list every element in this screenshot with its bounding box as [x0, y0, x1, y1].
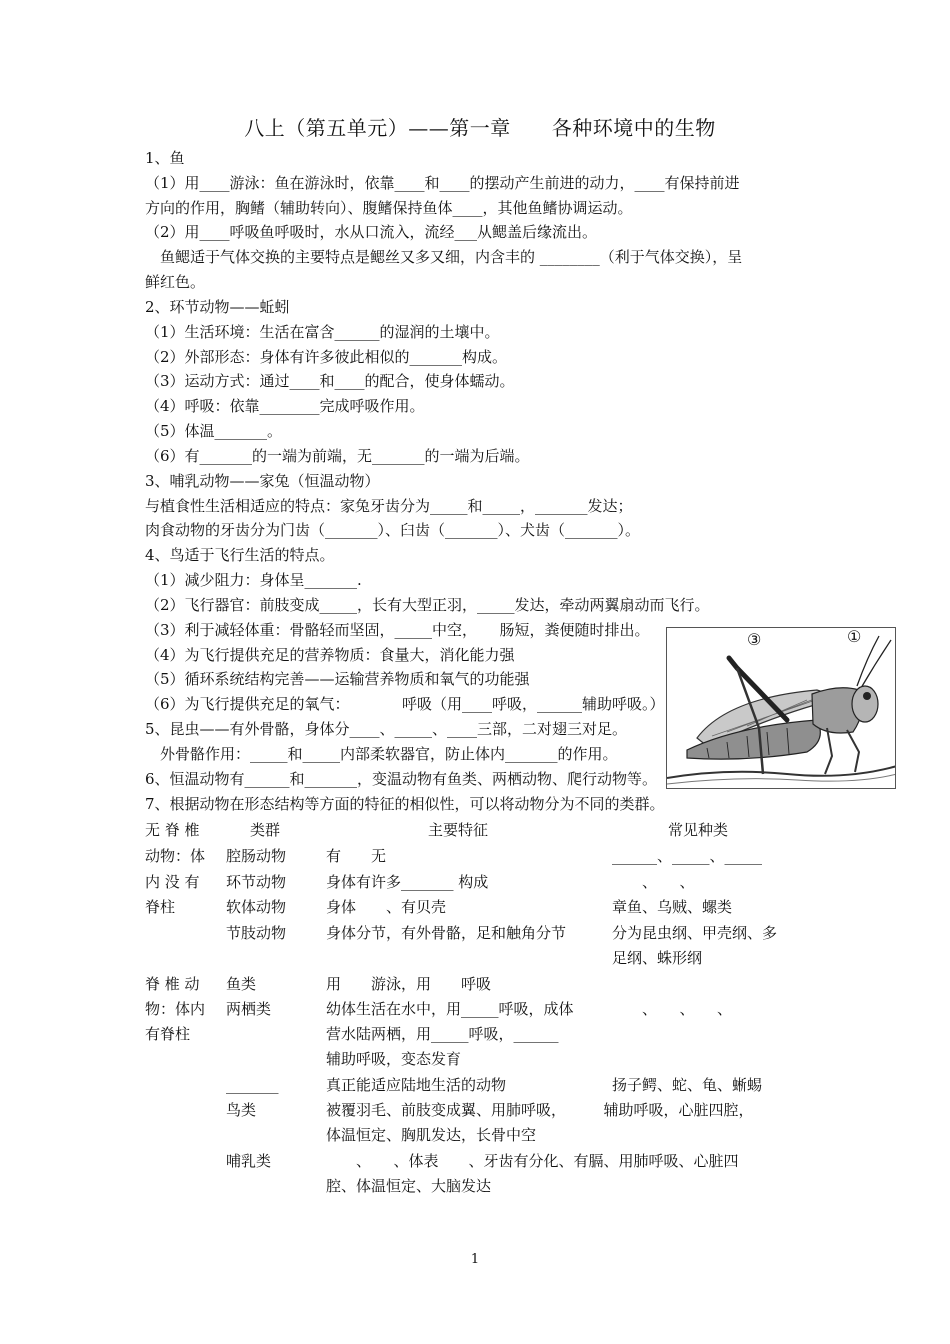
- text-line: （3）运动方式：通过____和____的配合，使身体蠕动。: [145, 372, 515, 390]
- table-row-features: 幼体生活在水中，用_____呼吸，成体: [326, 1000, 574, 1018]
- text-line: 鲜红色。: [145, 273, 206, 291]
- table-row-features: 真正能适应陆地生活的动物: [326, 1076, 507, 1094]
- text-line: 4、鸟适于飞行生活的特点。: [145, 546, 335, 564]
- table-header-group: 类群: [250, 821, 281, 839]
- text-line: （1）生活环境：生活在富含______的湿润的土壤中。: [145, 323, 500, 341]
- text-line: 3、哺乳动物——家兔（恒温动物）: [145, 472, 380, 490]
- text-line: 1、鱼: [145, 149, 185, 167]
- table-row-examples: 、 、 、: [612, 1000, 733, 1018]
- vertebrate-label: 物：体内: [145, 1000, 206, 1018]
- table-row-examples: 足纲、蛛形纲: [612, 949, 703, 967]
- text-line: （2）外部形态：身体有许多彼此相似的_______构成。: [145, 348, 508, 366]
- text-line: 6、恒温动物有______和_______，变温动物有鱼类、两栖动物、爬行动物等。: [145, 770, 658, 788]
- text-line: （5）体温_______。: [145, 422, 283, 440]
- table-header-features: 主要特征: [428, 821, 489, 839]
- table-row-features: 体温恒定、胸肌发达，长骨中空: [326, 1126, 537, 1144]
- text-line: 5、昆虫——有外骨骼，身体分____、_____、____三部，二对翅三对足。: [145, 720, 628, 738]
- table-row-features: 辅助呼吸，变态发育: [326, 1050, 462, 1068]
- invertebrate-label: 内 没 有: [145, 873, 200, 891]
- table-row-group: 鱼类: [226, 975, 257, 993]
- text-line: （1）减少阻力：身体呈_______.: [145, 571, 362, 589]
- vertebrate-label: 脊 椎 动: [145, 975, 200, 993]
- table-row-features: 腔、体温恒定、大脑发达: [326, 1177, 492, 1195]
- vertebrate-label: 有脊柱: [145, 1025, 191, 1043]
- table-row-examples: 章鱼、乌贼、螺类: [612, 898, 733, 916]
- table-row-features: 身体有许多_______ 构成: [326, 873, 489, 891]
- text-line: （3）利于减轻体重：骨骼轻而坚固，_____中空， 肠短，粪便随时排出。: [145, 621, 650, 639]
- table-row-features: 身体 、有贝壳: [326, 898, 447, 916]
- figure-label-3: ③: [747, 630, 762, 649]
- invertebrate-label: 无 脊 椎: [145, 821, 200, 839]
- table-row-group: _______: [226, 1076, 279, 1094]
- grasshopper-figure: [666, 627, 896, 789]
- text-line: （2）用____呼吸鱼呼吸时，水从口流入，流经___从鳃盖后缘流出。: [145, 223, 598, 241]
- table-row-features: 、 、体表 、牙齿有分化、有膈、用肺呼吸、心脏四: [326, 1152, 739, 1170]
- table-row-examples: ______、_____、_____: [612, 847, 763, 865]
- text-line: （6）为飞行提供充足的氧气： 呼吸（用____呼吸，______辅助呼吸。）: [145, 695, 665, 713]
- table-row-group: 鸟类: [226, 1101, 257, 1119]
- table-row-examples: 分为昆虫纲、甲壳纲、多: [612, 924, 778, 942]
- invertebrate-label: 脊柱: [145, 898, 176, 916]
- text-line: 与植食性生活相适应的特点：家兔牙齿分为_____和_____，_______发达；: [145, 497, 633, 515]
- text-line: （1）用____游泳：鱼在游泳时，依靠____和____的摆动产生前进的动力，____有保持前进: [145, 174, 740, 192]
- table-row-examples: 扬子鳄、蛇、龟、蜥蜴: [612, 1076, 763, 1094]
- grasshopper-drawing: [667, 628, 896, 789]
- text-line: 7、根据动物在形态结构等方面的特征的相似性，可以将动物分为不同的类群。: [145, 795, 665, 813]
- table-row-group: 软体动物: [226, 898, 287, 916]
- table-row-group: 两栖类: [226, 1000, 272, 1018]
- table-row-features: 用 游泳，用 呼吸: [326, 975, 492, 993]
- text-line: （4）呼吸：依靠________完成呼吸作用。: [145, 397, 425, 415]
- page-number: 1: [470, 1252, 480, 1267]
- table-header-examples: 常见种类: [668, 821, 729, 839]
- table-row-features: 身体分节，有外骨骼，足和触角分节: [326, 924, 567, 942]
- text-line: 鱼鳃适于气体交换的主要特点是鳃丝又多又细，内含丰的 ________（利于气体交换），呈: [145, 248, 743, 266]
- invertebrate-label: 动物：体: [145, 847, 206, 865]
- text-line: （6）有_______的一端为前端，无_______的一端为后端。: [145, 447, 530, 465]
- table-row-features: 营水陆两栖，用_____呼吸，______: [326, 1025, 559, 1043]
- table-row-group: 节肢动物: [226, 924, 287, 942]
- text-line: （4）为飞行提供充足的营养物质：食量大，消化能力强: [145, 646, 515, 664]
- table-row-group: 哺乳类: [226, 1152, 272, 1170]
- table-row-group: 环节动物: [226, 873, 287, 891]
- text-line: 2、环节动物——蚯蚓: [145, 298, 290, 316]
- text-line: 外骨骼作用：_____和_____内部柔软器官，防止体内_______的作用。: [145, 745, 618, 763]
- text-line: （2）飞行器官：前肢变成_____，长有大型正羽，_____发达，牵动两翼扇动而飞行。: [145, 596, 710, 614]
- table-row-features: 有 无: [326, 847, 387, 865]
- text-line: 肉食动物的牙齿分为门齿（_______）、臼齿（_______）、犬齿（_______）。: [145, 521, 641, 539]
- text-line: 方向的作用，胸鳍（辅助转向）、腹鳍保持鱼体____，其他鱼鳍协调运动。: [145, 199, 633, 217]
- table-row-features: 被覆羽毛、前肢变成翼、用肺呼吸， 辅助呼吸，心脏四腔，: [326, 1101, 754, 1119]
- page-title: 八上（第五单元）——第一章 各种环境中的生物: [244, 116, 716, 140]
- table-row-group: 腔肠动物: [226, 847, 287, 865]
- table-row-examples: 、 、: [612, 873, 695, 891]
- text-line: （5）循环系统结构完善——运输营养物质和氧气的功能强: [145, 670, 530, 688]
- figure-label-1: ①: [847, 627, 862, 646]
